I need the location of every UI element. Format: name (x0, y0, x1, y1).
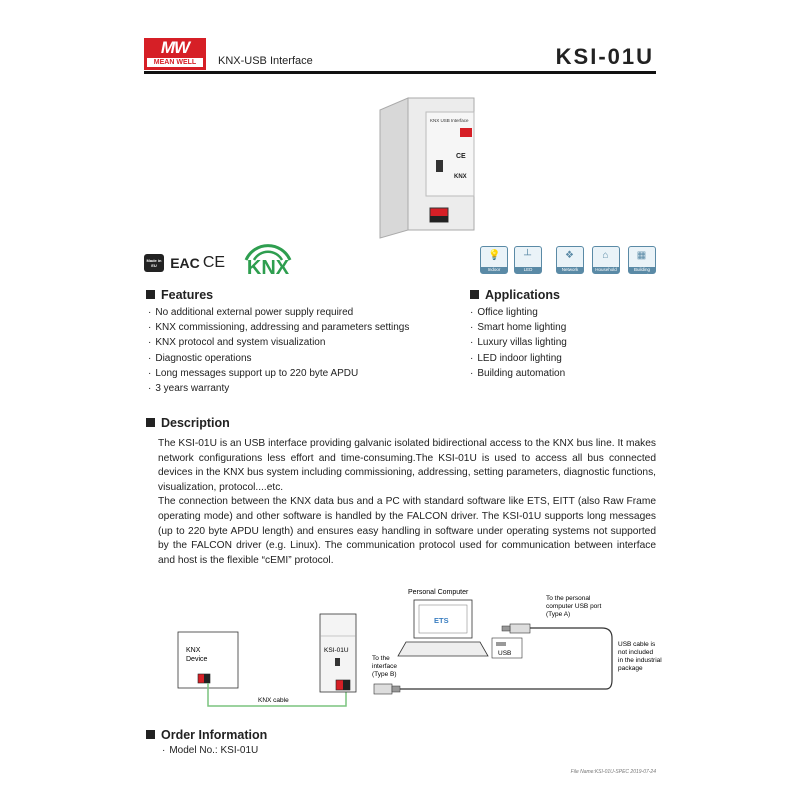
usb-b-plug-neck (392, 686, 400, 692)
ets-label: ETS (434, 616, 449, 625)
usb-port (436, 160, 443, 172)
cable-note-4: package (618, 665, 643, 672)
ksi-module-label: KSI-01U (324, 647, 349, 654)
pc-keyboard (398, 642, 488, 656)
bullet-square (146, 290, 155, 299)
file-name-footer: File Name:KSI-01U-SPEC 2019-07-24 (570, 769, 656, 775)
to-pc-label-2: computer USB port (546, 603, 602, 610)
features-heading-text: Features (161, 288, 214, 302)
ce-mark: CE (202, 254, 226, 271)
feature-item: · KNX protocol and system visualization (148, 335, 409, 350)
house-icon: ⌂ (602, 250, 609, 261)
order-item: · Model No.: KSI-01U (162, 743, 258, 758)
knx-device-label-2: Device (186, 656, 208, 663)
logo-name: MEAN WELL (147, 58, 203, 67)
applications-list (470, 305, 567, 381)
header-rule (144, 71, 656, 74)
usb-b-plug (374, 684, 392, 694)
household-icon (592, 246, 620, 274)
building-grid-icon: ▦ (636, 250, 647, 261)
connection-diagram (170, 580, 662, 720)
knx-cable-label: KNX cable (258, 697, 289, 704)
to-interface-label: To the (372, 655, 390, 662)
led-icon-label: LED (515, 267, 541, 273)
indoor-icon (480, 246, 508, 274)
bullet-square (146, 418, 155, 427)
application-item: · Smart home lighting (470, 320, 567, 335)
description-heading (146, 416, 230, 430)
product-image (370, 90, 480, 242)
model-number: KSI-01U (555, 44, 654, 69)
description-body (158, 437, 656, 568)
applications-heading (470, 288, 560, 302)
knx-device-label: KNX (186, 647, 201, 654)
knx-logo-text: KNX (246, 257, 290, 279)
ce-mark: CE (456, 153, 466, 160)
cable-note-3: in the industrial (618, 657, 662, 664)
usb-a-plug-tip (502, 626, 510, 631)
cable-note-2: not included (618, 649, 654, 656)
to-pc-label-3: (Type A) (546, 611, 571, 618)
order-list (162, 743, 258, 758)
building-icon (628, 246, 656, 278)
feature-item: · KNX commissioning, addressing and parameters settings (148, 320, 409, 335)
to-interface-label-3: (Type B) (372, 671, 397, 678)
module-usb-port (335, 658, 340, 666)
description-paragraph: The KSI-01U is an USB interface providing galvanic isolated bidirectional access to the KNX bus line. It makes network configurations less effort and time-consuming.The KSI-01U is used to access all bus connected devices in the KNX bus system including commissioning, addressing, setting parameters, diagnostic functions, visualization, protocol....etc. (158, 438, 656, 493)
application-item: · Building automation (470, 366, 567, 381)
bullet-square (470, 290, 479, 299)
knx-logo (232, 238, 304, 278)
made-in-eu-badge: Made in EU (144, 254, 164, 272)
application-item: · Luxury villas lighting (470, 335, 567, 350)
eac-mark: EAC (170, 255, 200, 271)
module-terminal-black (343, 680, 350, 690)
logo-mark: MW (160, 38, 190, 57)
feature-item: · 3 years warranty (148, 381, 409, 396)
application-item: · LED indoor lighting (470, 351, 567, 366)
network-nodes-icon: ❖ (565, 250, 574, 261)
description-heading-text: Description (161, 416, 230, 430)
usb-port-label: USB (498, 650, 512, 657)
to-interface-label-2: interface (372, 663, 397, 670)
device-terminal-black (204, 674, 210, 683)
order-heading-text: Order Information (161, 728, 268, 742)
features-list (148, 305, 409, 396)
usb-port-slot (496, 642, 506, 646)
building-icon-label: Building Automation (630, 267, 654, 278)
applications-heading-text: Applications (485, 288, 561, 302)
mini-logo (460, 128, 472, 137)
order-heading (146, 728, 267, 742)
knx-mark: KNX (454, 174, 467, 180)
network-icon-label: Network (557, 267, 583, 273)
feature-item: · No additional external power supply required (148, 305, 409, 320)
knx-terminal-black (430, 216, 448, 222)
household-icon-label: Household (593, 267, 619, 273)
led-icon (514, 246, 542, 274)
front-label: KNX USB Interface (430, 118, 469, 123)
bullet-square (146, 730, 155, 739)
cable-note: USB cable is (618, 641, 656, 648)
mean-well-logo (144, 38, 206, 70)
description-paragraph: The connection between the KNX data bus and a PC with standard software like ETS, EITT (also Raw Frame operating mode) and other software is handled by the FALCON driver. The KSI-01U supports long messages (up to 220 byte APDU length) and ensures easy handling in software under operating systems not supported by the FALCON driver (e.g. Linux). The communication protocol used for communication between interface and host is the flexible “cEMI” protocol. (158, 496, 656, 566)
indoor-icon-label: Indoor (481, 267, 507, 273)
feature-item: · Diagnostic operations (148, 351, 409, 366)
features-heading (146, 288, 213, 302)
feature-item: · Long messages support up to 220 byte APDU (148, 366, 409, 381)
lamp-icon: ┴ (523, 250, 532, 261)
to-pc-label: To the personal (546, 595, 591, 602)
application-item: · Office lighting (470, 305, 567, 320)
bulb-icon: 💡 (488, 250, 501, 261)
usb-a-plug (510, 624, 530, 633)
network-icon (556, 246, 584, 274)
document-title: KNX-USB Interface (218, 55, 313, 67)
pc-label: Personal Computer (408, 589, 469, 596)
